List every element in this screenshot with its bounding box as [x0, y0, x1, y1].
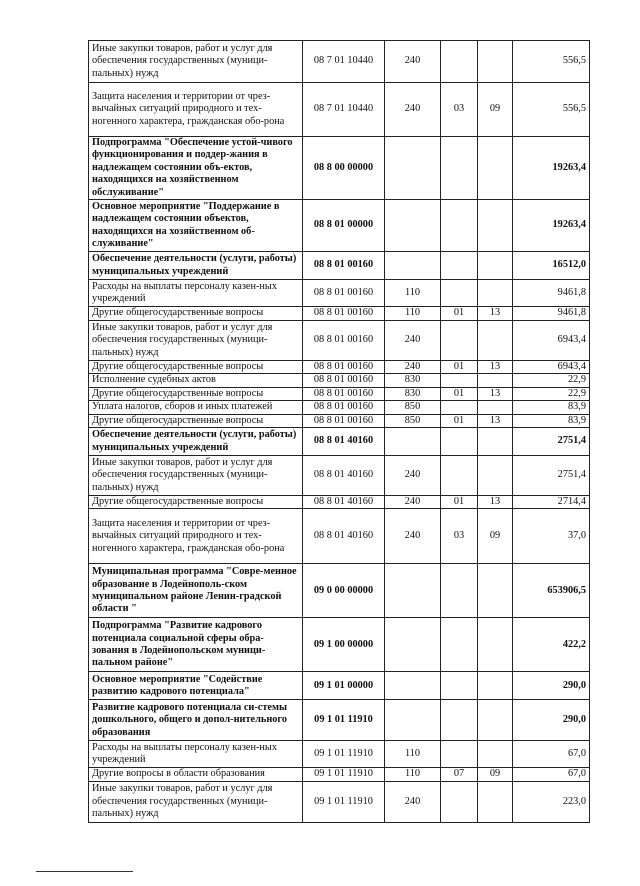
expense-type-code-cell: 240	[385, 456, 441, 496]
subsection-code-cell	[478, 564, 513, 618]
subsection-code-cell	[478, 401, 513, 414]
subsection-code-cell	[478, 741, 513, 768]
target-article-code-cell: 08 8 01 00160	[303, 280, 385, 307]
amount-cell: 2714,4	[513, 496, 590, 509]
section-code-cell: 01	[441, 361, 478, 374]
expense-type-code-cell: 240	[385, 321, 441, 361]
row-name-cell: Защита населения и территории от чрез-вычайных ситуаций природного и тех-ногенного характера, гражданская обо-рона	[89, 509, 303, 564]
section-code-cell: 03	[441, 509, 478, 564]
table-row	[89, 361, 590, 374]
target-article-code-cell: 08 7 01 10440	[303, 83, 385, 137]
target-article-code-cell: 09 1 01 11910	[303, 700, 385, 741]
subsection-code-cell	[478, 137, 513, 200]
subsection-code-cell: 13	[478, 496, 513, 509]
expense-type-code-cell: 240	[385, 41, 441, 83]
budget-table-body	[89, 41, 590, 823]
subsection-code-cell	[478, 252, 513, 280]
expense-type-code-cell	[385, 618, 441, 672]
target-article-code-cell: 09 0 00 00000	[303, 564, 385, 618]
target-article-code-cell: 08 8 01 40160	[303, 456, 385, 496]
amount-cell: 83,9	[513, 414, 590, 427]
target-article-code-cell: 09 1 01 11910	[303, 781, 385, 822]
row-name-cell: Другие общегосударственные вопросы	[89, 496, 303, 509]
expense-type-code-cell: 240	[385, 496, 441, 509]
table-row	[89, 618, 590, 672]
table-row	[89, 374, 590, 387]
amount-cell: 6943,4	[513, 361, 590, 374]
expense-type-code-cell: 240	[385, 781, 441, 822]
expense-type-code-cell	[385, 700, 441, 741]
section-code-cell: 01	[441, 387, 478, 400]
table-row	[89, 321, 590, 361]
amount-cell: 37,0	[513, 509, 590, 564]
expense-type-code-cell: 110	[385, 280, 441, 307]
row-name-cell: Подпрограмма "Развитие кадрового потенциала социальной сферы обра-зования в Лодейнопольском муници-пальном районе"	[89, 618, 303, 672]
target-article-code-cell: 09 1 01 00000	[303, 672, 385, 700]
subsection-code-cell: 09	[478, 83, 513, 137]
target-article-code-cell: 09 1 00 00000	[303, 618, 385, 672]
section-code-cell	[441, 700, 478, 741]
table-row	[89, 768, 590, 781]
footnote-separator	[36, 871, 133, 872]
expense-type-code-cell: 850	[385, 401, 441, 414]
row-name-cell: Муниципальная программа "Совре-менное образование в Лодейнополь-ском муниципальном районе Ленин-градской области "	[89, 564, 303, 618]
table-row	[89, 137, 590, 200]
subsection-code-cell	[478, 672, 513, 700]
table-row	[89, 83, 590, 137]
section-code-cell	[441, 41, 478, 83]
amount-cell: 653906,5	[513, 564, 590, 618]
expense-type-code-cell	[385, 252, 441, 280]
section-code-cell: 01	[441, 496, 478, 509]
subsection-code-cell	[478, 280, 513, 307]
row-name-cell: Обеспечение деятельности (услуги, работы) муниципальных учреждений	[89, 428, 303, 456]
target-article-code-cell: 08 8 01 00160	[303, 307, 385, 321]
section-code-cell	[441, 672, 478, 700]
section-code-cell	[441, 137, 478, 200]
amount-cell: 556,5	[513, 41, 590, 83]
row-name-cell: Другие общегосударственные вопросы	[89, 414, 303, 427]
expense-type-code-cell: 110	[385, 768, 441, 781]
table-row	[89, 414, 590, 427]
subsection-code-cell	[478, 781, 513, 822]
section-code-cell	[441, 252, 478, 280]
amount-cell: 83,9	[513, 401, 590, 414]
row-name-cell: Расходы на выплаты персоналу казен-ных учреждений	[89, 280, 303, 307]
table-row	[89, 564, 590, 618]
target-article-code-cell: 08 8 01 40160	[303, 428, 385, 456]
amount-cell: 22,9	[513, 374, 590, 387]
amount-cell: 2751,4	[513, 456, 590, 496]
row-name-cell: Иные закупки товаров, работ и услуг для обеспечения государственных (муници-пальных) нужд	[89, 41, 303, 83]
target-article-code-cell: 08 8 01 00160	[303, 252, 385, 280]
subsection-code-cell: 13	[478, 414, 513, 427]
section-code-cell	[441, 280, 478, 307]
table-row	[89, 509, 590, 564]
target-article-code-cell: 08 8 01 00160	[303, 401, 385, 414]
subsection-code-cell: 09	[478, 768, 513, 781]
section-code-cell	[441, 618, 478, 672]
table-row	[89, 700, 590, 741]
subsection-code-cell: 09	[478, 509, 513, 564]
expense-type-code-cell: 240	[385, 83, 441, 137]
amount-cell: 19263,4	[513, 137, 590, 200]
expense-type-code-cell	[385, 564, 441, 618]
table-row	[89, 280, 590, 307]
row-name-cell: Иные закупки товаров, работ и услуг для обеспечения государственных (муници-пальных) нужд	[89, 456, 303, 496]
subsection-code-cell: 13	[478, 307, 513, 321]
row-name-cell: Другие общегосударственные вопросы	[89, 361, 303, 374]
section-code-cell: 01	[441, 414, 478, 427]
table-row	[89, 741, 590, 768]
subsection-code-cell	[478, 321, 513, 361]
subsection-code-cell	[478, 428, 513, 456]
section-code-cell	[441, 564, 478, 618]
target-article-code-cell: 08 7 01 10440	[303, 41, 385, 83]
amount-cell: 290,0	[513, 672, 590, 700]
expense-type-code-cell	[385, 137, 441, 200]
expense-type-code-cell: 830	[385, 387, 441, 400]
table-row	[89, 307, 590, 321]
amount-cell: 22,9	[513, 387, 590, 400]
expense-type-code-cell: 110	[385, 307, 441, 321]
amount-cell: 556,5	[513, 83, 590, 137]
target-article-code-cell: 08 8 01 00000	[303, 200, 385, 252]
row-name-cell: Обеспечение деятельности (услуги, работы) муниципальных учреждений	[89, 252, 303, 280]
target-article-code-cell: 08 8 01 00160	[303, 374, 385, 387]
table-row	[89, 200, 590, 252]
amount-cell: 9461,8	[513, 307, 590, 321]
row-name-cell: Развитие кадрового потенциала си-стемы дошкольного, общего и допол-нительного образования	[89, 700, 303, 741]
amount-cell: 422,2	[513, 618, 590, 672]
section-code-cell	[441, 321, 478, 361]
row-name-cell: Уплата налогов, сборов и иных платежей	[89, 401, 303, 414]
subsection-code-cell	[478, 374, 513, 387]
target-article-code-cell: 08 8 01 40160	[303, 496, 385, 509]
subsection-code-cell	[478, 200, 513, 252]
amount-cell: 223,0	[513, 781, 590, 822]
section-code-cell	[441, 374, 478, 387]
table-row	[89, 781, 590, 822]
row-name-cell: Иные закупки товаров, работ и услуг для обеспечения государственных (муници-пальных) нужд	[89, 321, 303, 361]
table-row	[89, 428, 590, 456]
budget-table	[88, 40, 590, 823]
target-article-code-cell: 09 1 01 11910	[303, 741, 385, 768]
section-code-cell: 07	[441, 768, 478, 781]
section-code-cell: 03	[441, 83, 478, 137]
subsection-code-cell: 13	[478, 361, 513, 374]
subsection-code-cell	[478, 456, 513, 496]
target-article-code-cell: 08 8 01 40160	[303, 509, 385, 564]
section-code-cell	[441, 401, 478, 414]
section-code-cell	[441, 428, 478, 456]
expense-type-code-cell: 830	[385, 374, 441, 387]
table-row	[89, 672, 590, 700]
row-name-cell: Основное мероприятие "Поддержание в надлежащем состоянии объектов, находящихся на хозяйственном об-служивание"	[89, 200, 303, 252]
row-name-cell: Расходы на выплаты персоналу казен-ных учреждений	[89, 741, 303, 768]
expense-type-code-cell	[385, 200, 441, 252]
expense-type-code-cell: 110	[385, 741, 441, 768]
section-code-cell: 01	[441, 307, 478, 321]
target-article-code-cell: 08 8 01 00160	[303, 361, 385, 374]
row-name-cell: Исполнение судебных актов	[89, 374, 303, 387]
expense-type-code-cell: 850	[385, 414, 441, 427]
amount-cell: 290,0	[513, 700, 590, 741]
target-article-code-cell: 08 8 00 00000	[303, 137, 385, 200]
expense-type-code-cell	[385, 672, 441, 700]
expense-type-code-cell: 240	[385, 509, 441, 564]
table-row	[89, 41, 590, 83]
subsection-code-cell	[478, 700, 513, 741]
section-code-cell	[441, 741, 478, 768]
amount-cell: 16512,0	[513, 252, 590, 280]
target-article-code-cell: 08 8 01 00160	[303, 387, 385, 400]
table-row	[89, 456, 590, 496]
target-article-code-cell: 08 8 01 00160	[303, 414, 385, 427]
amount-cell: 19263,4	[513, 200, 590, 252]
table-row	[89, 387, 590, 400]
amount-cell: 6943,4	[513, 321, 590, 361]
row-name-cell: Подпрограмма "Обеспечение устой-чивого функционирования и поддер-жания в надлежащем состоянии объ-ектов, находящихся на хозяйственном обслуживание"	[89, 137, 303, 200]
amount-cell: 2751,4	[513, 428, 590, 456]
section-code-cell	[441, 456, 478, 496]
row-name-cell: Другие общегосударственные вопросы	[89, 387, 303, 400]
subsection-code-cell	[478, 618, 513, 672]
subsection-code-cell: 13	[478, 387, 513, 400]
table-row	[89, 401, 590, 414]
table-row	[89, 252, 590, 280]
subsection-code-cell	[478, 41, 513, 83]
amount-cell: 67,0	[513, 741, 590, 768]
row-name-cell: Защита населения и территории от чрез-вычайных ситуаций природного и тех-ногенного характера, гражданская обо-рона	[89, 83, 303, 137]
row-name-cell: Основное мероприятие "Содействие развитию кадрового потенциала"	[89, 672, 303, 700]
amount-cell: 67,0	[513, 768, 590, 781]
table-row	[89, 496, 590, 509]
target-article-code-cell: 08 8 01 00160	[303, 321, 385, 361]
row-name-cell: Другие вопросы в области образования	[89, 768, 303, 781]
amount-cell: 9461,8	[513, 280, 590, 307]
expense-type-code-cell	[385, 428, 441, 456]
row-name-cell: Иные закупки товаров, работ и услуг для обеспечения государственных (муници-пальных) нужд	[89, 781, 303, 822]
section-code-cell	[441, 200, 478, 252]
row-name-cell: Другие общегосударственные вопросы	[89, 307, 303, 321]
expense-type-code-cell: 240	[385, 361, 441, 374]
target-article-code-cell: 09 1 01 11910	[303, 768, 385, 781]
section-code-cell	[441, 781, 478, 822]
